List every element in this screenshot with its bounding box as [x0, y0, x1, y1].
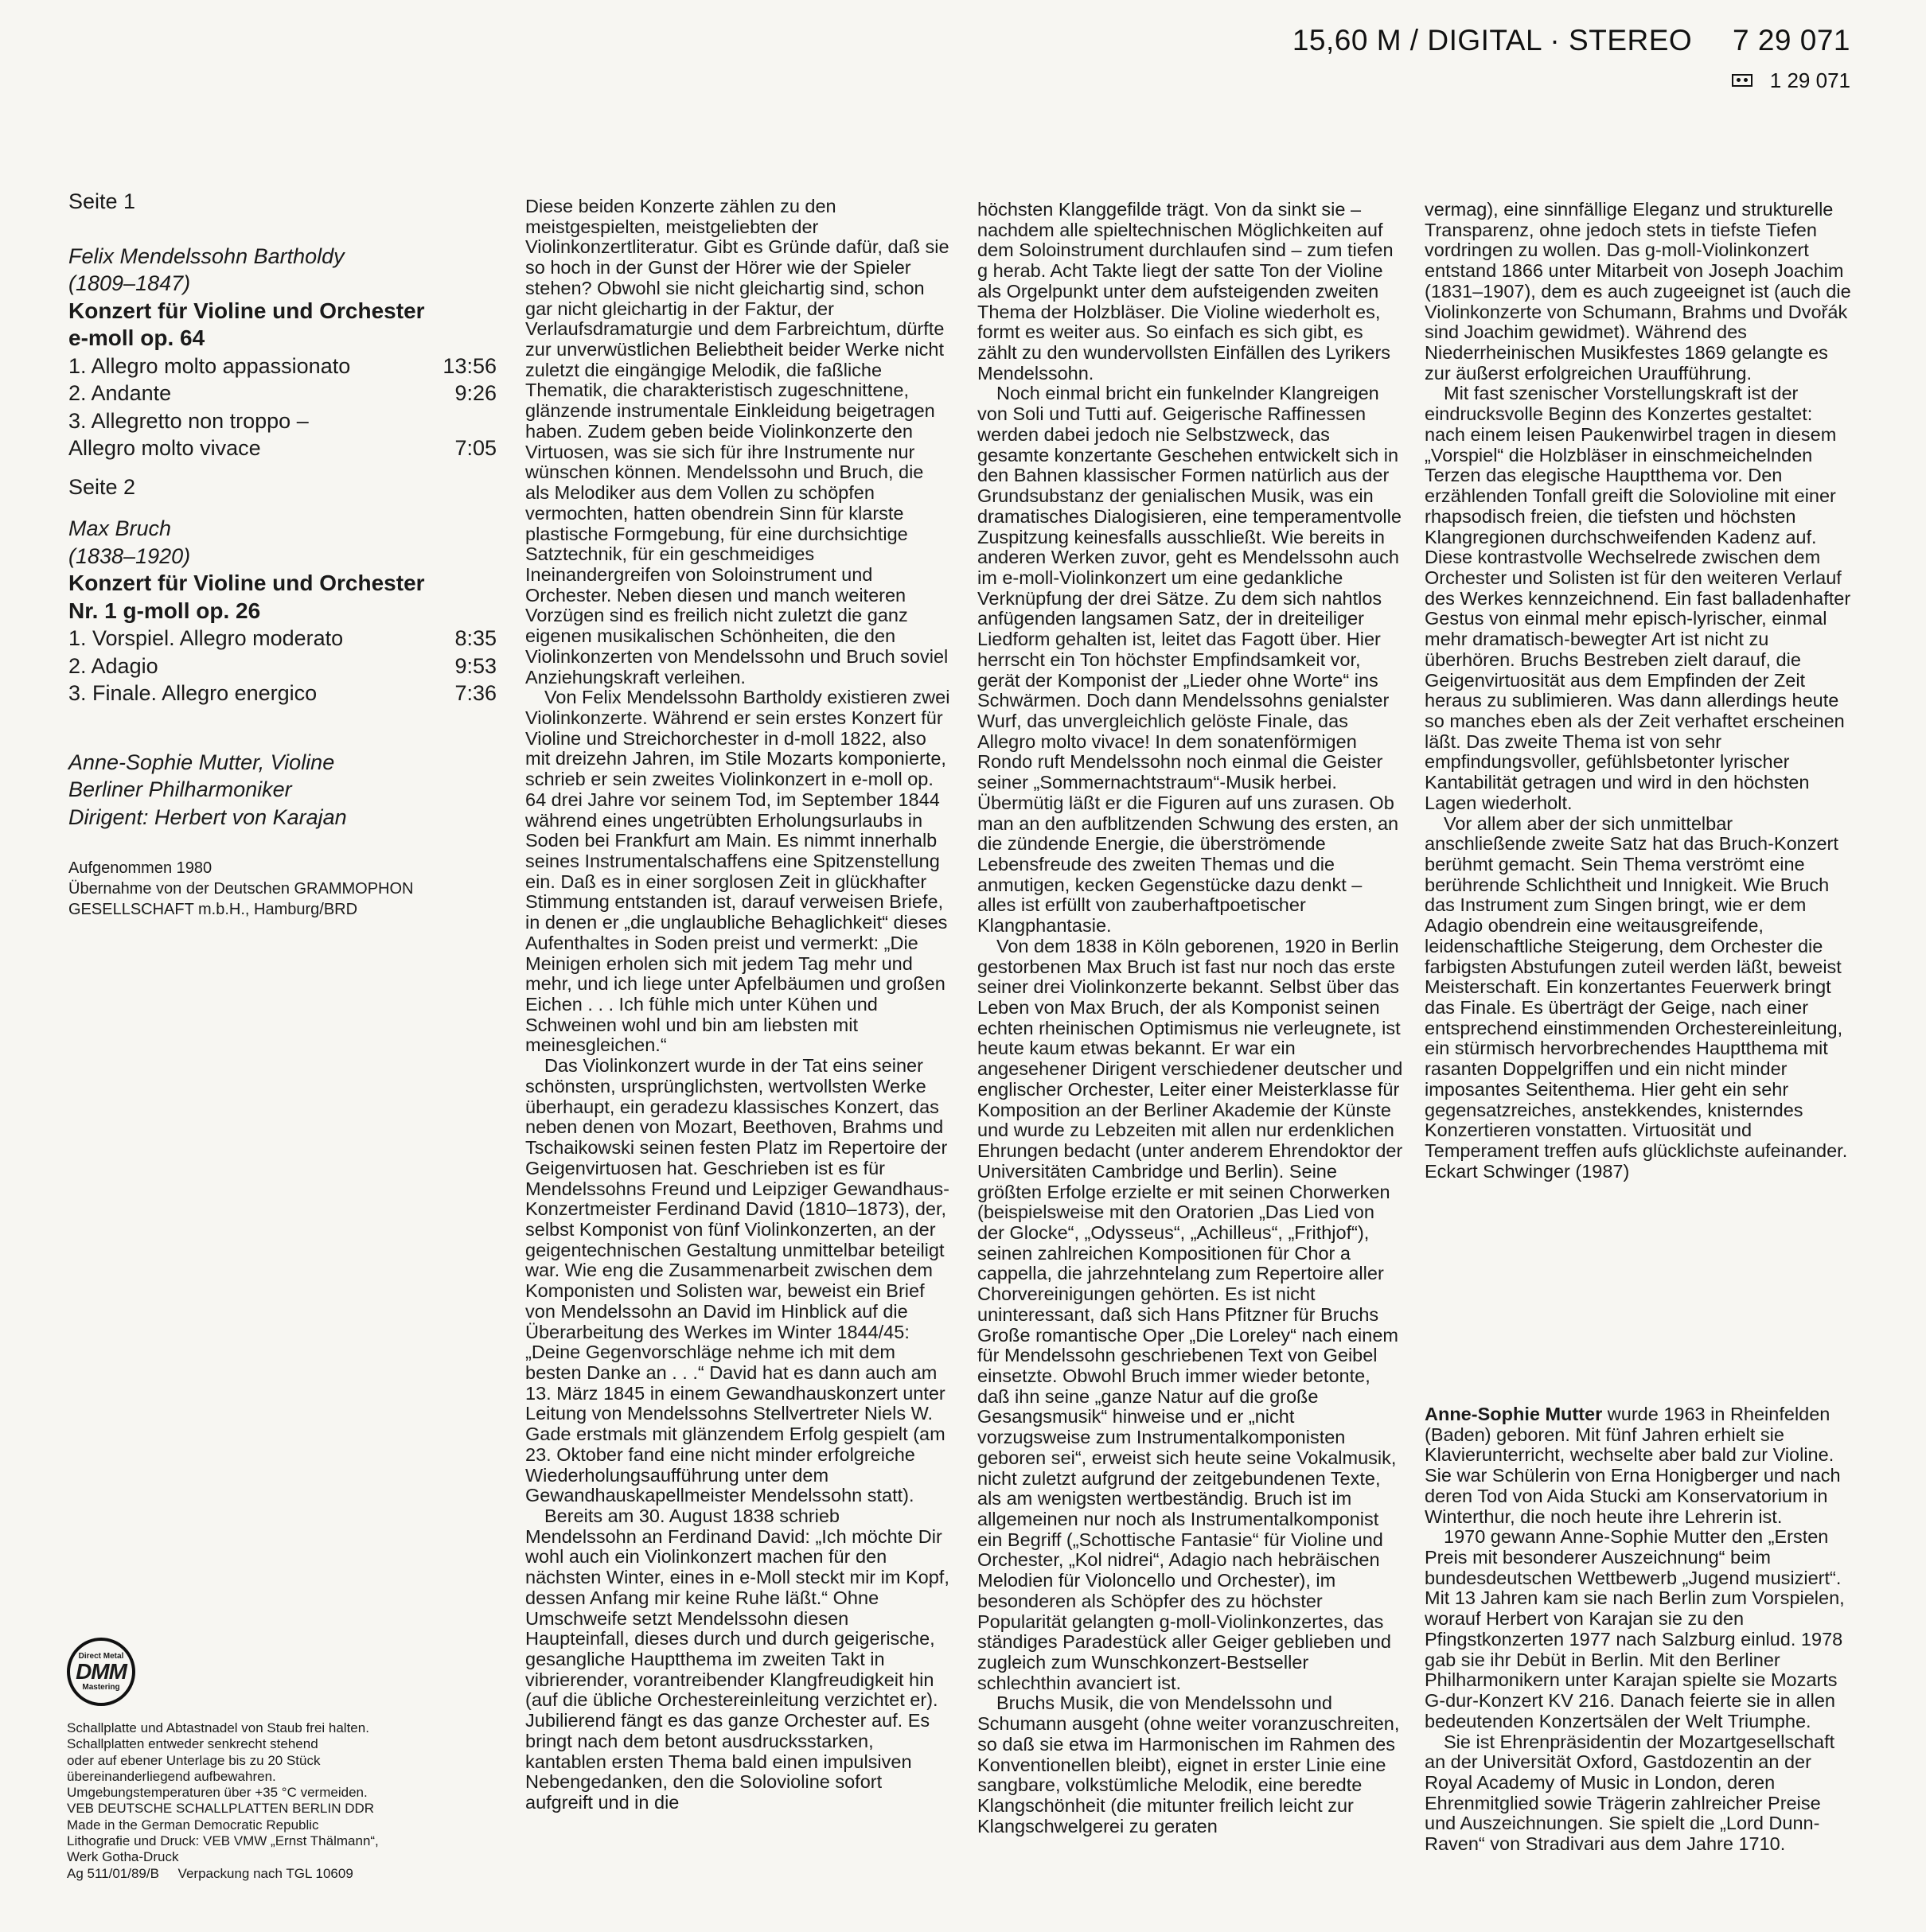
care-note: Schallplatte und Abtastnadel von Staub frei halten. [67, 1720, 369, 1735]
performer-orchestra: Berliner Philharmoniker [68, 777, 292, 801]
essay-paragraph: Diese beiden Konzerte zählen zu den meistgespielten, meistgeliebten der Violinkonzertliteratur. Gibt es Gründe dafür, daß sie so hoch in der Gunst der Hörer wie der Spieler stehen? Obwohl sie nicht gleichartig sind, schon gar nicht gleichartig in der Faktur, der Verlaufsdramaturgie und dem Farbreichtum, dürfte zur unverwüstlichen Beliebtheit beider Werke nicht zuletzt die eingängige Melodik, die faßliche Thematik, die charakteristisch zugeschnittene, glänzende instrumentale Einkleidung beigetragen haben. Zudem geben beide Violinkonzerte den Virtuosen, was sie sich für ihre Instrumente nur wünschen können. Mendelssohn und Bruch, die als Melodiker aus dem Vollen zu schöpfen vermochten, hatten obendrein Sinn für klarste plastische Formgebung, für eine durchsichtige Satztechnik, für ein geschmeidiges Ineinandergreifen von Soloinstrument und Orchester. Neben diesen und manch weiteren Vorzügen sind es freilich nicht zuletzt die ganz eigenen musikalischen Schönheiten, die den Violinkonzerten von Mendelssohn und Bruch soviel Anziehungskraft verleihen. [525, 196, 949, 687]
track [68, 680, 497, 707]
essay-column-2 [977, 200, 1404, 1837]
care-note: Ag 511/01/89/B Verpackung nach TGL 10609 [67, 1865, 353, 1881]
care-note: Made in the German Democratic Republic [67, 1817, 319, 1833]
track [68, 434, 497, 462]
track-duration: 8:35 [454, 626, 497, 650]
essay-paragraph: Bruchs Musik, die von Mendelssohn und Schumann ausgeht (ohne weiter voranzuschreiten, so daß sie etwa im Harmonischen im Rahmen des Konventionellen bleibt), eignet in erster Linie eine sangbare, volkstümliche Melodik, eine beredte Klangschönheit (die mitunter freilich leicht zur Klangschwelgerei zu geraten [977, 1692, 1400, 1837]
care-note: VEB DEUTSCHE SCHALLPLATTEN BERLIN DDR [67, 1801, 375, 1817]
side1-work-line2: e-moll op. 64 [68, 325, 205, 350]
essay-paragraph: Vor allem aber der sich unmittelbar anschließende zweite Satz hat das Bruch-Konzert berühmt gemacht. Sein Thema verströmt eine berührende Schlichtheit und Innigkeit. Wie Bruch das Instrument zum Singen bringt, wie er dem Adagio obendrein eine weitausgreifende, leidenschaftliche Steigerung, dem Orchester die farbigsten Abstufungen zuteil werden läßt, beweist Meisterschaft. Ein konzertantes Feuerwerk bringt das Finale. Es überträgt der Geige, nach einer entsprechend einstimmenden Orchestereinleitung, ein stürmisch hervorbrechendes Hauptthema mit rasanten Doppelgriffen und ein nicht minder imposantes Seitenthema. Hier geht ein sehr gegensatzreiches, anstekkendes, knisterndes Konzertieren vonstatten. Virtuosität und Temperament treffen aufs glücklichste aufeinander. [1425, 812, 1848, 1162]
side2-label: Seite 2 [68, 474, 136, 499]
track-duration: 9:53 [454, 653, 497, 678]
track [68, 407, 497, 435]
side1-work-line1: Konzert für Violine und Orchester [68, 298, 425, 323]
side1-label: Seite 1 [68, 189, 136, 213]
track-duration: 9:26 [454, 381, 497, 405]
bio-name: Anne-Sophie Mutter [1425, 1404, 1603, 1424]
essay-column-3 [1425, 200, 1853, 1182]
track-duration: 7:05 [454, 436, 497, 460]
program-column [68, 188, 497, 920]
recorded-year: Aufgenommen 1980 [68, 859, 212, 877]
cassette-number: 1 29 071 [1769, 68, 1850, 92]
logo-main-text: DMM [76, 1659, 127, 1684]
price-format-header [1292, 24, 1850, 57]
catalog-number: 7 29 071 [1732, 24, 1850, 56]
essay-paragraph: Mit fast szenischer Vorstellungskraft ist der eindrucksvolle Beginn des Konzertes gestaltet: nach einem leisen Paukenwirbel tragen in diesem „Vorspiel“ die Holzbläser in einschmeichelnden Terzen das elegische Hauptthema vor. Den erzählenden Tonfall greift die Solovioline mit einer rhapsodisch freien, die tiefsten und höchsten Klangregionen durchschweifenden Kadenz auf. Diese kontrastvolle Wechselrede zwischen dem Orchester und Solisten ist für den weiteren Verlauf des Werkes kennzeichnend. Ein fast balladenhafter Gestus von einmal mehr episch-lyrischer, einmal mehr dramatisch-bewegter Art ist nicht zu überhören. Bruchs Bestreben zielt darauf, die Geigenvirtuosität aus dem Empfinden der Zeit heraus zu sublimieren. Was dann allerdings heute so manches eben als der Zeit verhaftet erscheinen läßt. Das zweite Thema ist von sehr empfindungsvoller, gefühlsbetonter lyrischer Kantabilität getragen und wird in den höchsten Lagen wiederholt. [1425, 383, 1851, 813]
track-title: 3. Finale. Allegro energico [68, 681, 318, 705]
care-note: oder auf ebener Unterlage bis zu 20 Stück [67, 1752, 321, 1768]
care-note: Werk Gotha-Druck [67, 1849, 179, 1865]
care-notes [67, 1720, 513, 1882]
artist-bio [1425, 1404, 1853, 1855]
cassette-line [1732, 68, 1850, 93]
dmm-logo [67, 1638, 135, 1706]
track-duration: 7:36 [454, 681, 497, 705]
track-title: 2. Andante [68, 381, 172, 405]
side2-work-line2: Nr. 1 g-moll op. 26 [68, 598, 261, 623]
care-note: Schallplatten entweder senkrecht stehend [67, 1736, 318, 1752]
track-title: 1. Vorspiel. Allegro moderato [68, 626, 344, 650]
track [68, 353, 497, 380]
license-line1: Übernahme von der Deutschen GRAMMOPHON [68, 880, 414, 898]
track-title: Allegro molto vivace [68, 436, 261, 460]
license-line2: GESELLSCHAFT m.b.H., Hamburg/BRD [68, 901, 358, 918]
essay-paragraph: vermag), eine sinnfällige Eleganz und strukturelle Transparenz, ohne jedoch stets in tiefste Tiefen vordringen zu wollen. Das g-moll-Violinkonzert entstand 1866 unter Mitarbeit von Joseph Joachim (1831–1907), dem es auch zugeeignet ist (auch die Violinkonzerte von Schumann, Brahms und Dvořák sind Joachim gewidmet). Während des Niederrheinischen Musikfestes 1869 gelangte es zur äußerst erfolgreichen Uraufführung. [1425, 199, 1851, 384]
care-note: übereinanderliegend aufbewahren. [67, 1768, 276, 1784]
bio-paragraph: 1970 gewann Anne-Sophie Mutter den „Ersten Preis mit besonderer Auszeichnung“ beim bundesdeutschen Wettbewerb „Jugend musiziert“. Mit 13 Jahren kam sie nach Berlin zum Vorspielen, worauf Herbert von Karajan sie zu den Pfingstkonzerten 1977 nach Salzburg einlud. 1978 gab sie ihr Debüt in Berlin. Mit den Berliner Philharmonikern unter Karajan spielte sie Mozarts G-dur-Konzert KV 216. Danach feierte sie in allen bedeutenden Konzertsälen der Welt Triumphe. [1425, 1526, 1845, 1731]
side1-composer: Felix Mendelssohn Bartholdy [68, 243, 345, 268]
side2-composer: Max Bruch [68, 516, 172, 540]
essay-paragraph: Bereits am 30. August 1838 schrieb Mendelssohn an Ferdinand David: „Ich möchte Dir wohl auch ein Violinkonzert machen für den nächsten Winter, eines in e-Moll steckt mir im Kopf, dessen Anfang mir keine Ruhe läßt.“ Ohne Umschweife setzt Mendelssohn diesen Haupteinfall, dieses durch und durch geigerische, gesangliche Hauptthema im zweiten Takt in vibrierender, vorantreibender Klangfreudigkeit hin (auf die übliche Orchestereinleitung verzichtet er). Jubilierend fängt es das ganze Orchester auf. Es bringt nach dem betont ausdrucksstarken, kantablen ersten Thema bald einen impulsiven Nebengedanken, den die Solovioline sofort aufgreift und in die [525, 1505, 949, 1813]
care-note: Lithografie und Druck: VEB VMW „Ernst Thälmann“, [67, 1833, 379, 1849]
track-title: 3. Allegretto non troppo – [68, 408, 309, 433]
performer-soloist: Anne-Sophie Mutter, Violine [68, 750, 335, 774]
side2-years: (1838–1920) [68, 543, 191, 568]
cassette-icon [1732, 74, 1753, 87]
essay-paragraph: Von dem 1838 in Köln geborenen, 1920 in Berlin gestorbenen Max Bruch ist fast nur noch das erste seiner drei Violinkonzerte bekannt. Selbst über das Leben von Max Bruch, der als Komponist seinen echten rheinischen Optimismus nie verleugnete, ist heute kaum etwas bekannt. Er war ein angesehener Dirigent verschiedener deutscher und englischer Orchester, Leiter einer Meisterklasse für Komposition an der Berliner Akademie der Künste und wurde zu Lebzeiten mit allen nur erdenklichen Ehrungen bedacht (unter anderem Ehrendoktor der Universitäten Cambridge und Berlin). Seine größten Erfolge erzielte er mit seinen Chorwerken (beispielsweise mit den Oratorien „Das Lied von der Glocke“, „Odysseus“, „Achilleus“, „Frithjof“), seinen zahlreichen Kompositionen für Chor a cappella, die jahrzehntelang zum Repertoire aller Chorvereinigungen gehörten. Es ist nicht uninteressant, daß sich Hans Pfitzner für Bruchs Große romantische Oper „Die Loreley“ nach einem für Mendelssohn geschriebenen Text von Geibel einsetzte. Obwohl Bruch immer wieder betonte, daß ihn seine „ganze Natur auf die große Gesangsmusik“ hinweise und er „nicht vorzugsweise zum Instrumentalkomponisten geboren sei“, erweist sich heute seine Vokalmusik, nicht zuletzt aufgrund der zeitgebundenen Texte, als am wenigsten wertbeständig. Bruch ist im allgemeinen nur noch als Instrumentalkomponist ein Begriff („Schottische Fantasie“ für Violine und Orchester, „Kol nidrei“, Adagio nach hebräischen Melodien für Violoncello und Orchester), im besonderen als Schöpfer des zu höchster Popularität gelangten g-moll-Violinkonzertes, das ständiges Paradestück aller Geiger geblieben und zugleich zum Wunschkonzert-Bestseller schlechthin avanciert ist. [977, 935, 1403, 1693]
side1-years: (1809–1847) [68, 271, 191, 295]
essay-paragraph: Von Felix Mendelssohn Bartholdy existieren zwei Violinkonzerte. Während er sein erstes Konzert für Violine und Streichorchester in d-moll 1822, also mit dreizehn Jahren, im Stile Mozarts komponierte, schrieb er sein zweites Violinkonzert in e-moll op. 64 drei Jahre vor seinem Tod, im September 1844 während eines ungetrübten Erholungsurlaubs in Soden bei Frankfurt am Main. Es nimmt innerhalb seines Instrumentalschaffens eine Spitzenstellung ein. Daß es in einer sorglosen Zeit in glückhafter Stimmung entstanden ist, darauf verweisen Briefe, in denen er „die unglaubliche Behaglichkeit“ dieses Aufenthaltes in Soden preist und vermerkt: „Die Meinigen erholen sich mit jedem Tag mehr und mehr, und ich liege unter Apfelbäumen und großen Eichen . . . Ich fühle mich unter Kühen und Schweinen wohl und bin am liebsten mit meinesgleichen.“ [525, 687, 950, 1056]
track [68, 652, 497, 680]
logo-bottom-text: Mastering [82, 1683, 120, 1692]
track-duration: 13:56 [443, 353, 497, 378]
track-title: 1. Allegro molto appassionato [68, 353, 351, 378]
logo-top-text: Direct Metal [78, 1652, 124, 1661]
track [68, 380, 497, 407]
side2-work-line1: Konzert für Violine und Orchester [68, 571, 425, 595]
essay-paragraph: Noch einmal bricht ein funkelnder Klangreigen von Soli und Tutti auf. Geigerische Raffinessen werden dabei jedoch nie Selbstzweck, das gesamte konzertante Geschehen entwickelt sich in den Bahnen klassischer Formen natürlich aus der Grundsubstanz der genialischen Musik, was ein dramatisches Dialogisieren, eine temperamentvolle Zuspitzung keinesfalls ausschließt. Wie bereits in anderen Werken zuvor, geht es Mendelssohn auch im e-moll-Violinkonzert um eine gedankliche Verknüpfung der drei Sätze. Zu dem sich nahtlos anfügenden langsamen Satz, der in dreiteiliger Liedform gehalten ist, leitet das Fagott über. Hier herrscht ein Ton höchster Empfindsamkeit vor, gerät der Komponist der „Lieder ohne Worte“ ins Schwärmen. Doch dann Mendelssohns genialster Wurf, das unvergleichlich gelöste Finale, das Allegro molto vivace! In dem sonatenförmigen Rondo ruft Mendelssohn noch einmal die Geister seiner „Sommernachtstraum“-Musik herbei. Übermütig läßt er die Figuren auf uns zurasen. Ob man an den aufblitzenden Schwung des ersten, an die zündende Energie, die überströmende Lebensfreude des zweiten Themas und die anmutigen, kecken Gegenstücke dazu denkt – alles ist erfüllt von zauberhaftpoetischer Klangphantasie. [977, 383, 1402, 937]
essay-author: Eckart Schwinger (1987) [1425, 1160, 1630, 1182]
price-format: 15,60 M / DIGITAL · STEREO [1292, 24, 1693, 56]
track-title: 2. Adagio [68, 653, 158, 678]
care-note: Umgebungstemperaturen über +35 °C vermeiden. [67, 1785, 368, 1801]
performer-conductor: Dirigent: Herbert von Karajan [68, 804, 347, 829]
bio-paragraph: wurde 1963 in Rheinfelden (Baden) geboren. Mit fünf Jahren erhielt sie Klavierunterricht, wechselte aber bald zur Violine. Sie war Schülerin von Erna Honigberger und nach deren Tod von Aida Stucki am Konservatorium in Winterthur, die noch heute ihre Lehrerin ist. [1425, 1404, 1841, 1527]
essay-paragraph: höchsten Klanggefilde trägt. Von da sinkt sie – nachdem alle spieltechnischen Möglichkeiten auf dem Soloinstrument durchlaufen sind – zum tiefen g herab. Acht Takte liegt der satte Ton der Violine als Orgelpunkt unter dem aufsteigenden zweiten Thema der Holzbläser. Die Violine wiederholt es, formt es weiter aus. So einfach es sich gibt, es zählt zu den wundervollsten Einfällen des Lyrikers Mendelssohn. [977, 199, 1394, 384]
essay-column-1 [525, 197, 952, 1813]
essay-paragraph: Das Violinkonzert wurde in der Tat eins seiner schönsten, ursprünglichsten, wertvollsten Werke überhaupt, ein geradezu klassisches Konzert, das neben denen von Mozart, Beethoven, Brahms und Tschaikowski seinen festen Platz im Repertoire der Geigenvirtuosen hat. Geschrieben ist es für Mendelssohns Freund und Leipziger Gewandhaus-Konzertmeister Ferdinand David (1810–1873), der, selbst Komponist von fünf Violinkonzerten, an der geigentechnischen Gestaltung unmittelbar beteiligt war. Wie eng die Zusammenarbeit zwischen dem Komponisten und Solisten war, beweist ein Brief von Mendelssohn an David im Hinblick auf die Überarbeitung des Werkes im Winter 1844/45: „Deine Gegenvorschläge nehme ich mit dem besten Danke an . . .“ David hat es dann auch am 13. März 1845 in einem Gewandhauskonzert unter Leitung von Mendelssohns Stellvertreter Niels W. Gade erstmals mit glänzendem Erfolg gespielt (am 23. Oktober fand eine nicht minder erfolgreiche Wiederholungsaufführung unter dem Gewandhauskapellmeister Mendelssohn statt). [525, 1055, 949, 1506]
bio-paragraph: Sie ist Ehrenpräsidentin der Mozartgesellschaft an der Universität Oxford, Gastdozentin an der Royal Academy of Music in London, deren Ehrenmitglied sowie Trägerin zahlreicher Preise und Auszeichnungen. Sie spielt die „Lord Dunn-Raven“ von Stradivari aus dem Jahre 1710. [1425, 1731, 1835, 1855]
track [68, 625, 497, 652]
